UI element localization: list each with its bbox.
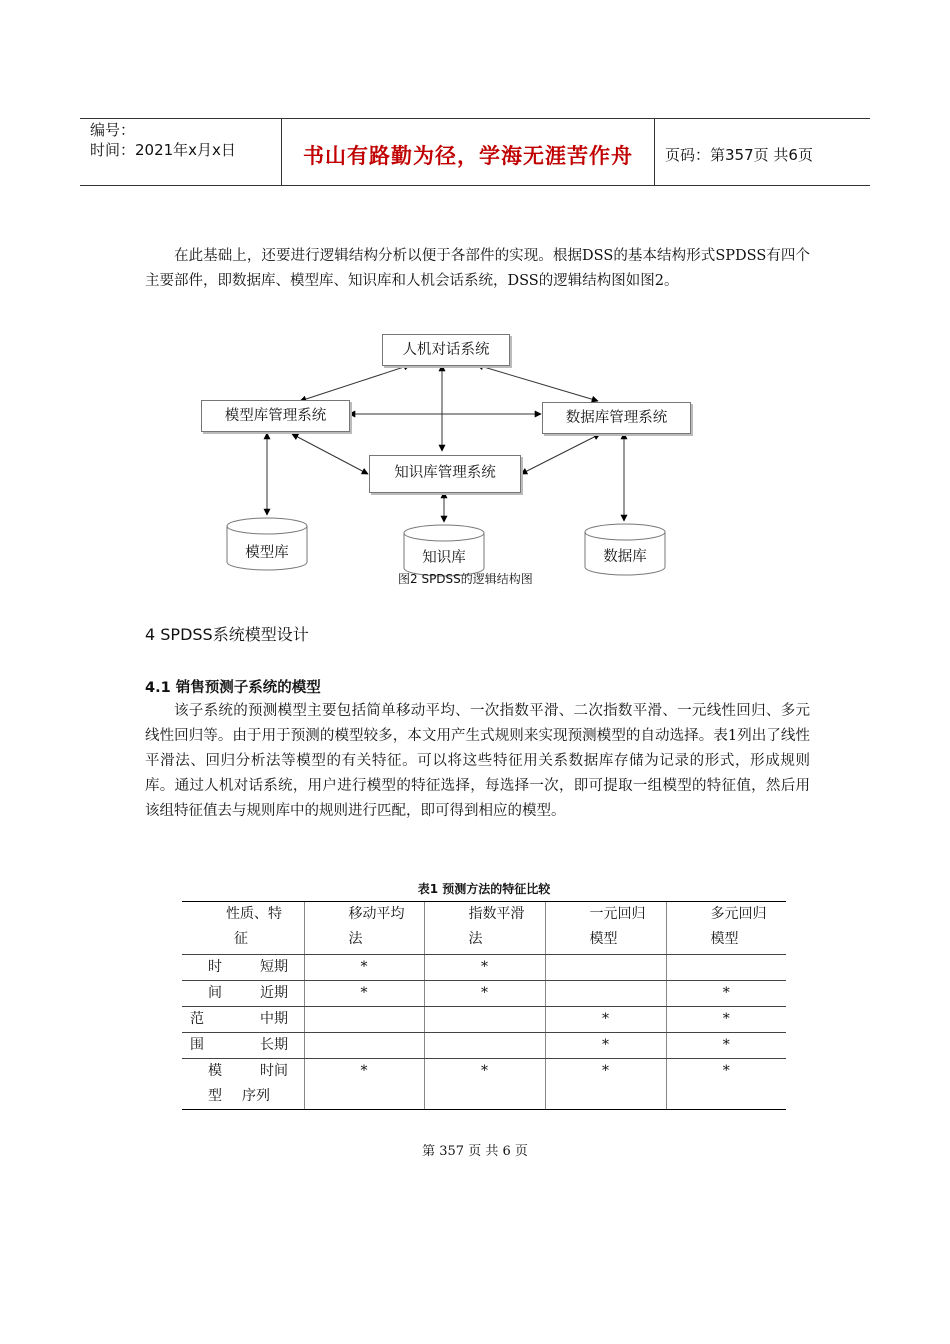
header-multiple-regression	[666, 902, 786, 955]
row-label-cell	[182, 955, 304, 981]
group-time-char: 范	[190, 1011, 204, 1027]
row-label: 中期	[260, 1011, 288, 1027]
table-row	[182, 1059, 786, 1110]
mark-cell: *	[666, 981, 786, 1007]
header-time: 时间：2021年x月x日	[90, 141, 236, 159]
mark-cell	[666, 955, 786, 981]
intro-paragraph: 在此基础上，还要进行逻辑结构分析以便于各部件的实现。根据DSS的基本结构形式SPDSS有四个主要部件，即数据库、模型库、知识库和人机会话系统，DSS的逻辑结构图如图2。	[145, 248, 810, 289]
logic-structure-diagram	[0, 0, 950, 600]
mark-cell: *	[545, 1033, 666, 1059]
row-label-cell	[182, 1033, 304, 1059]
group-model-char: 模	[208, 1063, 222, 1079]
section-heading: 4 SPDSS系统模型设计	[145, 625, 309, 644]
mark-cell	[545, 981, 666, 1007]
mark-cell: *	[545, 1007, 666, 1033]
node-dialog-system: 人机对话系统	[382, 334, 510, 366]
header-col3-line2: 模型	[589, 931, 618, 947]
table-row	[182, 955, 786, 981]
group-model-char: 型	[208, 1088, 222, 1104]
header-motto: 书山有路勤为径，学海无涯苦作舟	[303, 144, 633, 168]
figure-caption: 图2 SPDSS的逻辑结构图	[398, 572, 533, 586]
header-feature-line2: 征	[234, 931, 248, 947]
body-paragraph-block	[145, 699, 810, 824]
header-moving-average	[304, 902, 424, 955]
mark-cell: *	[545, 1059, 666, 1110]
body-paragraph: 该子系统的预测模型主要包括简单移动平均、一次指数平滑、二次指数平滑、一元线性回归、多元线性回归等。由于用于预测的模型较多，本文用产生式规则来实现预测模型的自动选择。表1列出了线性平滑法、回归分析法等模型的有关特征。可以将这些特征用关系数据库存储为记录的形式，形成规则库。通过人机对话系统，用户进行模型的特征选择，每选择一次，即可提取一组模型的特征值，然后用该组特征值去与规则库中的规则进行匹配，即可得到相应的模型。	[145, 703, 810, 819]
header-exponential-smoothing	[424, 902, 545, 955]
header-feature-cell	[182, 902, 304, 955]
mark-cell: *	[666, 1033, 786, 1059]
mark-cell	[424, 1007, 545, 1033]
mark-cell: *	[304, 1059, 424, 1110]
table-header-row	[182, 902, 786, 955]
node-model-db: 模型库	[245, 545, 289, 561]
header-col1-line2: 法	[348, 931, 363, 947]
arrow-data-knowledge-mgr	[521, 434, 600, 474]
arrow-dialog-data-mgr	[477, 365, 598, 401]
table-row	[182, 1033, 786, 1059]
row-label: 长期	[260, 1037, 288, 1053]
page-footer: 第 357 页 共 6 页	[422, 1144, 528, 1159]
table-row	[182, 981, 786, 1007]
mark-cell: *	[424, 981, 545, 1007]
mark-cell	[424, 1033, 545, 1059]
table-caption: 表1 预测方法的特征比较	[417, 882, 551, 896]
feature-comparison-table	[182, 901, 786, 1110]
header-col2-line1: 指数平滑	[468, 906, 525, 922]
mark-cell	[545, 955, 666, 981]
row-label-cell	[182, 1059, 304, 1110]
node-knowledge-manager: 知识库管理系统	[369, 455, 521, 493]
row-label: 近期	[260, 985, 288, 1001]
header-col4-line1: 多元回归	[710, 906, 767, 922]
node-knowledge-db: 知识库	[422, 550, 466, 566]
mark-cell: *	[666, 1059, 786, 1110]
header-simple-regression	[545, 902, 666, 955]
row-label-line1: 时间	[260, 1063, 288, 1079]
arrow-model-knowledge-mgr	[292, 434, 368, 474]
row-label-cell	[182, 1007, 304, 1033]
mark-cell: *	[666, 1007, 786, 1033]
mark-cell	[304, 1033, 424, 1059]
mark-cell: *	[304, 955, 424, 981]
mark-cell: *	[424, 1059, 545, 1110]
arrow-dialog-model-mgr	[300, 365, 410, 401]
row-label-cell	[182, 981, 304, 1007]
node-data-db: 数据库	[603, 549, 647, 565]
group-time-char: 围	[190, 1037, 204, 1053]
group-time-char: 时	[208, 959, 222, 975]
header-col2-line2: 法	[468, 931, 483, 947]
header-col1-line1: 移动平均	[348, 906, 405, 922]
mark-cell: *	[304, 981, 424, 1007]
header-page-number: 页码：第357页 共6页	[665, 146, 813, 164]
header-feature-line1: 性质、特	[226, 906, 282, 922]
node-data-manager: 数据库管理系统	[542, 402, 691, 434]
header-col3-line1: 一元回归	[589, 906, 646, 922]
header-number: 编号：	[90, 121, 136, 139]
table-row	[182, 1007, 786, 1033]
group-time-char: 间	[208, 985, 222, 1001]
row-label-line2: 序列	[242, 1088, 270, 1104]
mark-cell	[304, 1007, 424, 1033]
subsection-heading: 4.1 销售预测子系统的模型	[145, 680, 321, 696]
mark-cell: *	[424, 955, 545, 981]
header-col4-line2: 模型	[710, 931, 739, 947]
node-model-manager: 模型库管理系统	[201, 400, 350, 432]
row-label: 短期	[260, 959, 288, 975]
